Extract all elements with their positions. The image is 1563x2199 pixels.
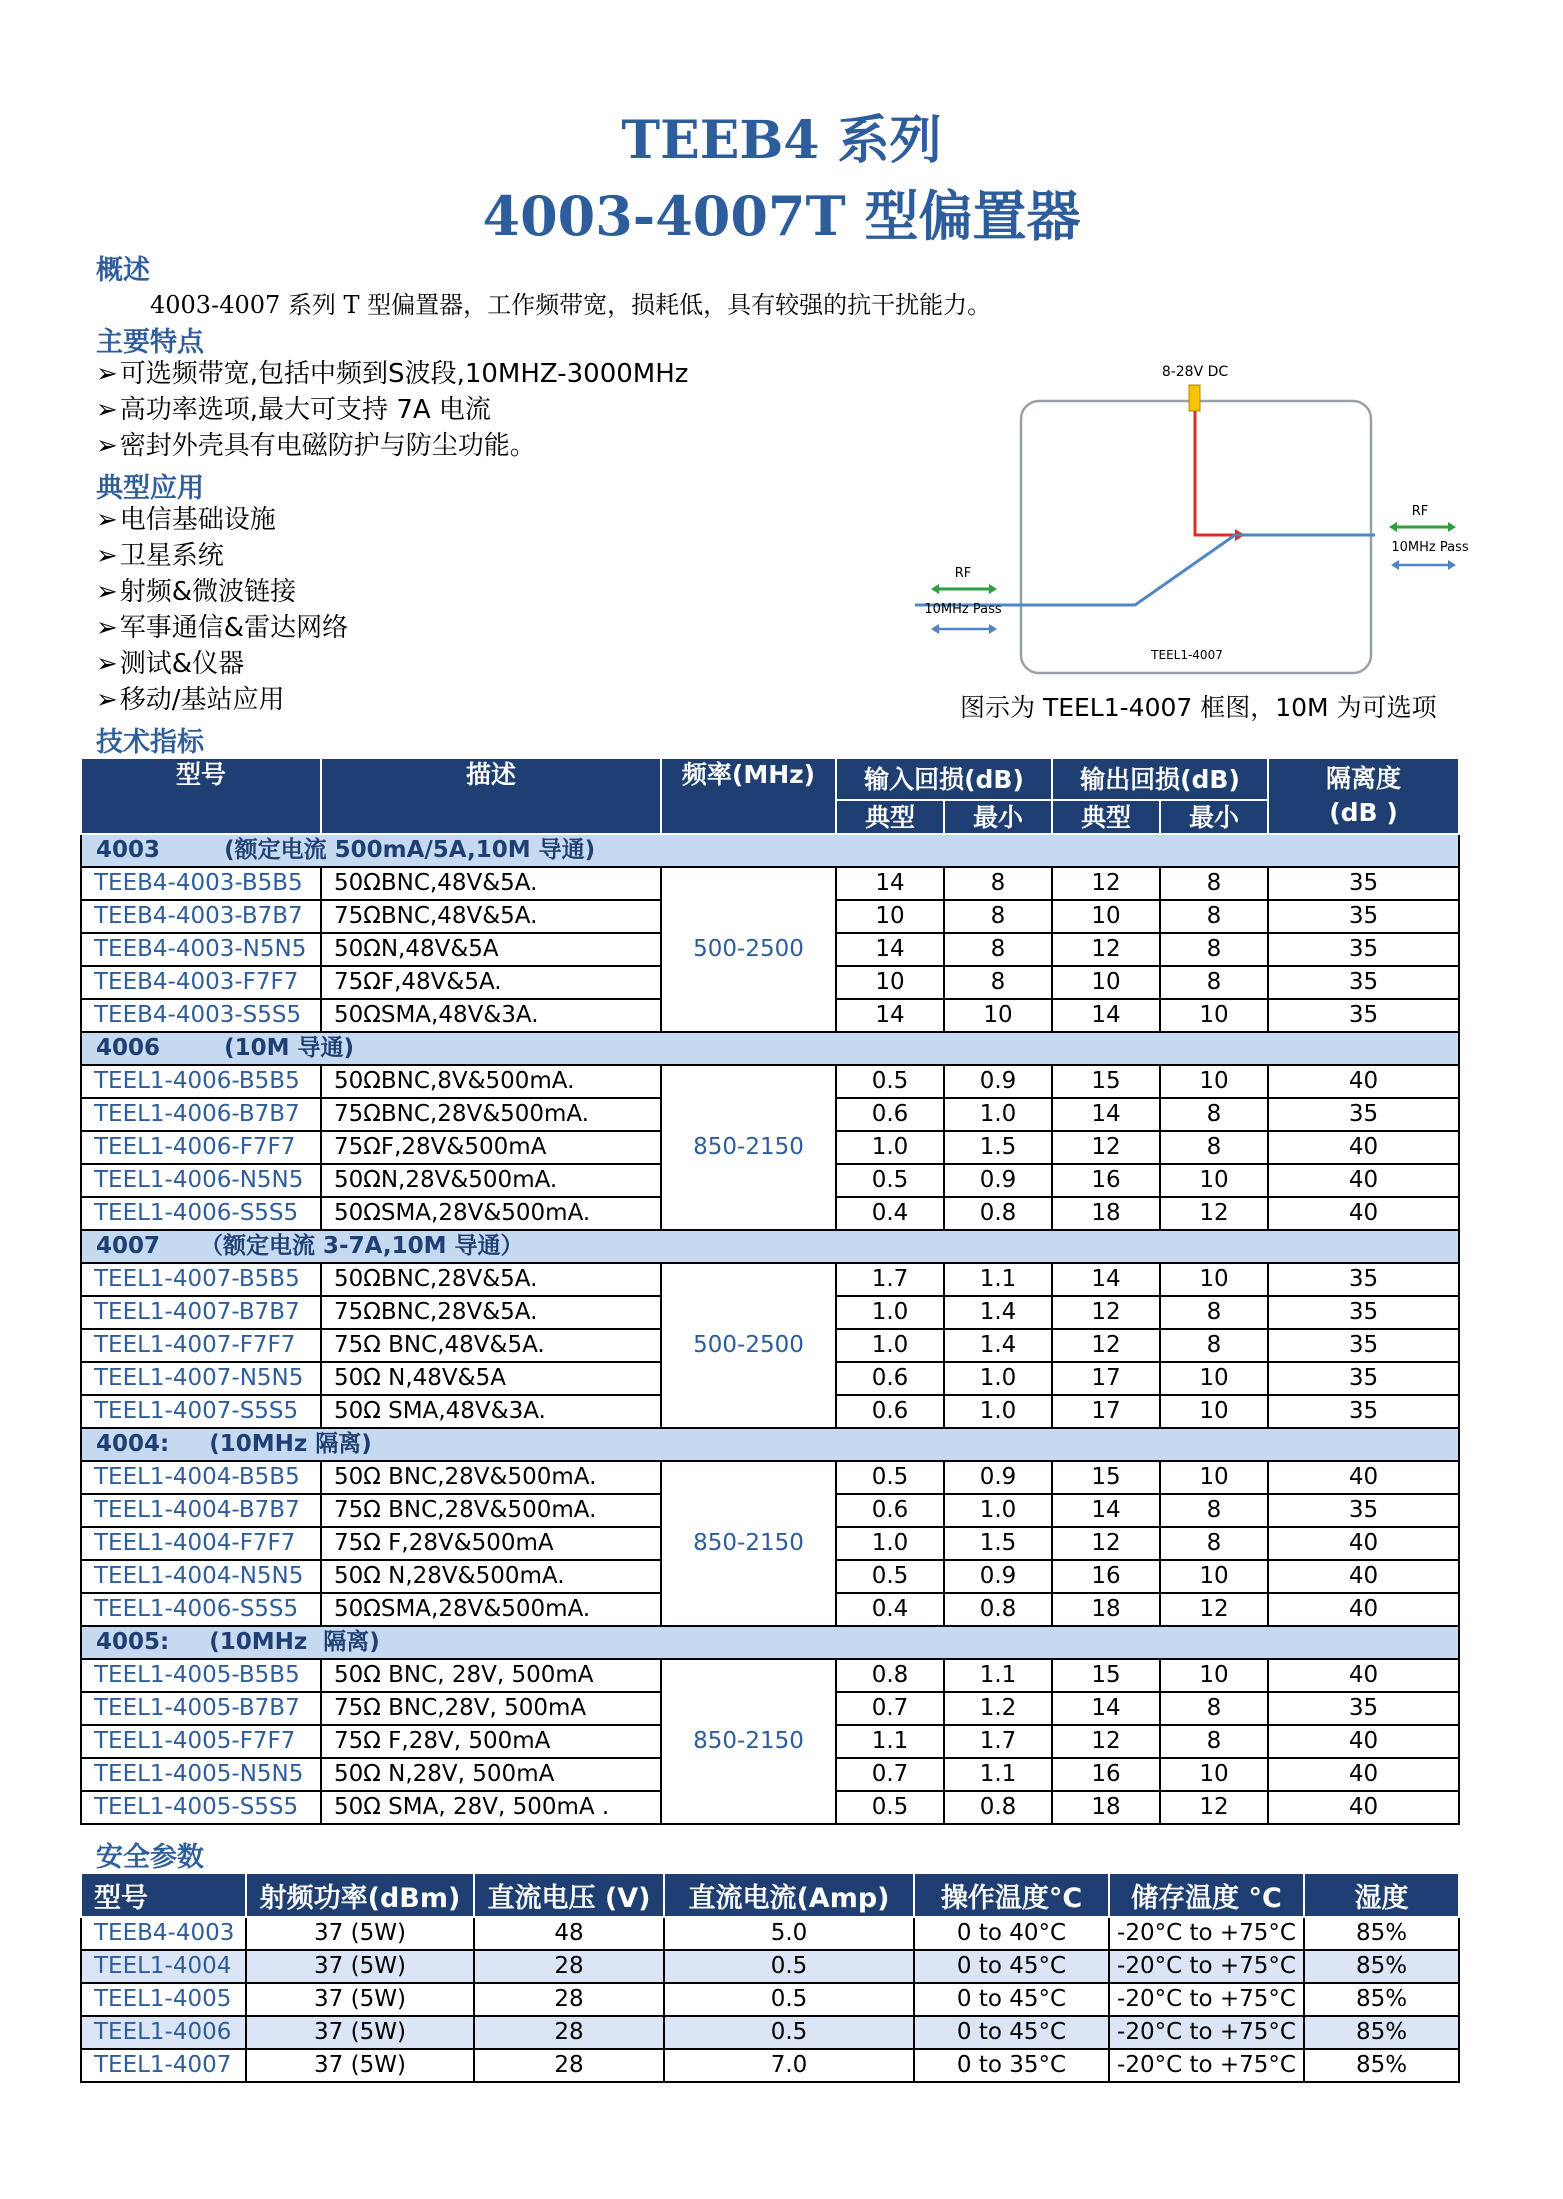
output-typ-cell: 12 (1052, 1329, 1160, 1362)
output-min-cell: 8 (1160, 1329, 1268, 1362)
col-in-min: 最小 (944, 800, 1052, 834)
model-cell: TEEL1-4004-B7B7 (81, 1494, 321, 1527)
model-cell: TEEB4-4003-B5B5 (81, 867, 321, 900)
desc-cell: 50ΩN,28V&500mA. (321, 1164, 661, 1197)
col-desc: 描述 (321, 758, 661, 834)
isolation-cell: 35 (1268, 999, 1459, 1032)
isolation-cell: 40 (1268, 1725, 1459, 1758)
value-cell: 0 to 45°C (914, 1950, 1109, 1983)
value-cell: -20°C to +75°C (1109, 2049, 1304, 2082)
value-cell: 85% (1304, 1950, 1459, 1983)
safety-col-header: 射频功率(dBm) (246, 1873, 474, 1917)
input-typ-cell: 1.7 (836, 1263, 944, 1296)
value-cell: -20°C to +75°C (1109, 2016, 1304, 2049)
value-cell: -20°C to +75°C (1109, 1917, 1304, 1950)
input-typ-cell: 1.0 (836, 1131, 944, 1164)
table-row (81, 2016, 1459, 2049)
input-min-cell: 8 (944, 933, 1052, 966)
value-cell: 28 (474, 2049, 664, 2082)
safety-table (80, 1872, 1460, 2083)
group-row (81, 1428, 1459, 1461)
rf-left-label: RF (954, 566, 972, 581)
input-typ-cell: 0.5 (836, 1164, 944, 1197)
isolation-cell: 35 (1268, 966, 1459, 999)
group-label: 4003 (额定电流 500mA/5A,10M 导通) (81, 834, 1459, 867)
input-min-cell: 1.1 (944, 1758, 1052, 1791)
features-list (96, 356, 688, 464)
desc-cell: 50Ω BNC,28V&500mA. (321, 1461, 661, 1494)
output-min-cell: 8 (1160, 1692, 1268, 1725)
isolation-cell: 35 (1268, 900, 1459, 933)
output-min-cell: 10 (1160, 1758, 1268, 1791)
safety-col-header: 湿度 (1304, 1873, 1459, 1917)
output-typ-cell: 17 (1052, 1362, 1160, 1395)
model-cell: TEEB4-4003 (81, 1917, 246, 1950)
group-label: 4006 (10M 导通) (81, 1032, 1459, 1065)
model-cell: TEEL1-4007-F7F7 (81, 1329, 321, 1362)
model-cell: TEEL1-4007-B7B7 (81, 1296, 321, 1329)
output-typ-cell: 12 (1052, 1527, 1160, 1560)
col-freq: 频率(MHz) (661, 758, 836, 834)
input-min-cell: 1.1 (944, 1263, 1052, 1296)
desc-cell: 50Ω BNC, 28V, 500mA (321, 1659, 661, 1692)
block-diagram (905, 355, 1505, 685)
rf-right-label: RF (1411, 504, 1429, 519)
input-typ-cell: 10 (836, 900, 944, 933)
isolation-label: 隔离度 (1325, 764, 1401, 793)
model-cell: TEEL1-4004-N5N5 (81, 1560, 321, 1593)
desc-cell: 50ΩSMA,48V&3A. (321, 999, 661, 1032)
isolation-cell: 40 (1268, 1758, 1459, 1791)
output-typ-cell: 16 (1052, 1164, 1160, 1197)
output-typ-cell: 16 (1052, 1758, 1160, 1791)
col-model: 型号 (81, 758, 321, 834)
dc-label: 8-28V DC (1161, 364, 1229, 380)
input-min-cell: 1.0 (944, 1395, 1052, 1428)
arrow-head-icon (1448, 522, 1456, 532)
isolation-cell: 35 (1268, 1395, 1459, 1428)
output-typ-cell: 15 (1052, 1659, 1160, 1692)
arrow-head-icon (989, 584, 997, 594)
desc-cell: 50ΩBNC,8V&500mA. (321, 1065, 661, 1098)
value-cell: 0 to 45°C (914, 1983, 1109, 2016)
input-typ-cell: 1.0 (836, 1527, 944, 1560)
input-min-cell: 1.1 (944, 1659, 1052, 1692)
value-cell: 0.5 (664, 1950, 914, 1983)
output-min-cell: 12 (1160, 1593, 1268, 1626)
output-typ-cell: 12 (1052, 1725, 1160, 1758)
value-cell: 28 (474, 1983, 664, 2016)
output-min-cell: 12 (1160, 1197, 1268, 1230)
input-min-cell: 1.7 (944, 1725, 1052, 1758)
input-min-cell: 1.0 (944, 1098, 1052, 1131)
desc-cell: 75Ω F,28V, 500mA (321, 1725, 661, 1758)
value-cell: -20°C to +75°C (1109, 1983, 1304, 2016)
input-typ-cell: 0.6 (836, 1395, 944, 1428)
output-typ-cell: 16 (1052, 1560, 1160, 1593)
output-min-cell: 8 (1160, 966, 1268, 999)
safety-col-header: 型号 (81, 1873, 246, 1917)
model-cell: TEEL1-4006-F7F7 (81, 1131, 321, 1164)
overview-heading: 概述 (96, 255, 150, 286)
desc-cell: 50Ω N,28V&500mA. (321, 1560, 661, 1593)
model-cell: TEEL1-4006-S5S5 (81, 1593, 321, 1626)
isolation-cell: 35 (1268, 1098, 1459, 1131)
model-cell: TEEB4-4003-N5N5 (81, 933, 321, 966)
isolation-cell: 40 (1268, 1131, 1459, 1164)
freq-cell: 850-2150 (661, 1065, 836, 1230)
input-typ-cell: 0.5 (836, 1560, 944, 1593)
value-cell: -20°C to +75°C (1109, 1950, 1304, 1983)
feature-item: ➢ 密封外壳具有电磁防护与防尘功能。 (96, 428, 688, 464)
input-typ-cell: 0.7 (836, 1692, 944, 1725)
input-min-cell: 0.9 (944, 1461, 1052, 1494)
value-cell: 37 (5W) (246, 1983, 474, 2016)
col-input-rl: 输入回损(dB) (836, 758, 1052, 800)
group-row (81, 1032, 1459, 1065)
input-min-cell: 1.4 (944, 1296, 1052, 1329)
input-min-cell: 8 (944, 900, 1052, 933)
desc-cell: 50Ω SMA, 28V, 500mA . (321, 1791, 661, 1824)
desc-cell: 75ΩF,28V&500mA (321, 1131, 661, 1164)
table-row (81, 867, 1459, 900)
output-min-cell: 8 (1160, 900, 1268, 933)
pass-right-label: 10MHz Pass (1391, 540, 1469, 555)
group-row (81, 834, 1459, 867)
input-min-cell: 1.0 (944, 1494, 1052, 1527)
input-min-cell: 10 (944, 999, 1052, 1032)
isolation-cell: 40 (1268, 1791, 1459, 1824)
model-cell: TEEL1-4006-S5S5 (81, 1197, 321, 1230)
model-cell: TEEL1-4005-S5S5 (81, 1791, 321, 1824)
output-min-cell: 10 (1160, 1560, 1268, 1593)
value-cell: 37 (5W) (246, 1950, 474, 1983)
col-output-rl: 输出回损(dB) (1052, 758, 1268, 800)
output-typ-cell: 12 (1052, 1296, 1160, 1329)
output-typ-cell: 15 (1052, 1461, 1160, 1494)
model-cell: TEEB4-4003-S5S5 (81, 999, 321, 1032)
isolation-cell: 40 (1268, 1164, 1459, 1197)
output-typ-cell: 15 (1052, 1065, 1160, 1098)
output-min-cell: 10 (1160, 1164, 1268, 1197)
value-cell: 37 (5W) (246, 2049, 474, 2082)
col-in-typ: 典型 (836, 800, 944, 834)
desc-cell: 50Ω SMA,48V&3A. (321, 1395, 661, 1428)
features-heading: 主要特点 (96, 327, 204, 358)
group-label: 4005: (10MHz 隔离) (81, 1626, 1459, 1659)
table-row (81, 1263, 1459, 1296)
input-typ-cell: 1.0 (836, 1296, 944, 1329)
desc-cell: 75Ω F,28V&500mA (321, 1527, 661, 1560)
freq-cell: 850-2150 (661, 1659, 836, 1824)
input-typ-cell: 1.1 (836, 1725, 944, 1758)
group-row (81, 1626, 1459, 1659)
isolation-cell: 40 (1268, 1197, 1459, 1230)
isolation-cell: 35 (1268, 1494, 1459, 1527)
desc-cell: 75ΩBNC,28V&500mA. (321, 1098, 661, 1131)
model-cell: TEEL1-4005-B7B7 (81, 1692, 321, 1725)
value-cell: 0.5 (664, 2016, 914, 2049)
output-min-cell: 8 (1160, 1131, 1268, 1164)
desc-cell: 50ΩSMA,28V&500mA. (321, 1197, 661, 1230)
applications-list (96, 502, 348, 718)
value-cell: 0 to 35°C (914, 2049, 1109, 2082)
application-item: ➢ 卫星系统 (96, 538, 348, 574)
model-cell: TEEL1-4005-B5B5 (81, 1659, 321, 1692)
input-min-cell: 1.4 (944, 1329, 1052, 1362)
input-typ-cell: 14 (836, 933, 944, 966)
input-typ-cell: 14 (836, 999, 944, 1032)
isolation-cell: 35 (1268, 1692, 1459, 1725)
group-label: 4004: (10MHz 隔离) (81, 1428, 1459, 1461)
output-typ-cell: 14 (1052, 1692, 1160, 1725)
model-cell: TEEL1-4004-F7F7 (81, 1527, 321, 1560)
isolation-cell: 35 (1268, 1296, 1459, 1329)
output-typ-cell: 14 (1052, 1098, 1160, 1131)
value-cell: 85% (1304, 1917, 1459, 1950)
freq-cell: 850-2150 (661, 1461, 836, 1626)
output-typ-cell: 18 (1052, 1593, 1160, 1626)
input-min-cell: 0.8 (944, 1791, 1052, 1824)
desc-cell: 75ΩF,48V&5A. (321, 966, 661, 999)
dc-connector (1189, 385, 1200, 411)
value-cell: 28 (474, 1950, 664, 1983)
value-cell: 0.5 (664, 1983, 914, 2016)
pass-left-label: 10MHz Pass (924, 602, 1002, 617)
input-min-cell: 1.2 (944, 1692, 1052, 1725)
output-typ-cell: 10 (1052, 900, 1160, 933)
input-min-cell: 1.5 (944, 1131, 1052, 1164)
arrow-head-icon (1448, 560, 1456, 570)
freq-cell: 500-2500 (661, 1263, 836, 1428)
application-item: ➢ 射频&微波链接 (96, 574, 348, 610)
output-typ-cell: 12 (1052, 933, 1160, 966)
desc-cell: 75Ω BNC,28V&500mA. (321, 1494, 661, 1527)
output-min-cell: 8 (1160, 867, 1268, 900)
isolation-cell: 40 (1268, 1461, 1459, 1494)
desc-cell: 50ΩBNC,48V&5A. (321, 867, 661, 900)
value-cell: 48 (474, 1917, 664, 1950)
model-cell: TEEL1-4007-S5S5 (81, 1395, 321, 1428)
group-row (81, 1230, 1459, 1263)
isolation-cell: 35 (1268, 867, 1459, 900)
col-out-typ: 典型 (1052, 800, 1160, 834)
output-typ-cell: 12 (1052, 1131, 1160, 1164)
input-min-cell: 0.9 (944, 1164, 1052, 1197)
output-min-cell: 8 (1160, 1494, 1268, 1527)
model-cell: TEEB4-4003-B7B7 (81, 900, 321, 933)
input-typ-cell: 0.5 (836, 1791, 944, 1824)
table-row (81, 1950, 1459, 1983)
value-cell: 0 to 40°C (914, 1917, 1109, 1950)
output-min-cell: 10 (1160, 1395, 1268, 1428)
output-min-cell: 10 (1160, 1065, 1268, 1098)
input-typ-cell: 0.4 (836, 1593, 944, 1626)
value-cell: 5.0 (664, 1917, 914, 1950)
table-row (81, 1659, 1459, 1692)
input-typ-cell: 0.6 (836, 1494, 944, 1527)
output-min-cell: 8 (1160, 1725, 1268, 1758)
value-cell: 85% (1304, 1983, 1459, 2016)
output-min-cell: 12 (1160, 1791, 1268, 1824)
desc-cell: 75ΩBNC,48V&5A. (321, 900, 661, 933)
output-min-cell: 8 (1160, 933, 1268, 966)
isolation-cell: 40 (1268, 1593, 1459, 1626)
model-cell: TEEL1-4007-N5N5 (81, 1362, 321, 1395)
model-cell: TEEB4-4003-F7F7 (81, 966, 321, 999)
input-typ-cell: 0.5 (836, 1461, 944, 1494)
input-typ-cell: 1.0 (836, 1329, 944, 1362)
desc-cell: 50Ω N,48V&5A (321, 1362, 661, 1395)
output-min-cell: 10 (1160, 1263, 1268, 1296)
output-min-cell: 10 (1160, 1362, 1268, 1395)
isolation-cell: 40 (1268, 1527, 1459, 1560)
value-cell: 0 to 45°C (914, 2016, 1109, 2049)
arrow-head-icon (1391, 560, 1399, 570)
input-min-cell: 0.8 (944, 1197, 1052, 1230)
model-cell: TEEL1-4004-B5B5 (81, 1461, 321, 1494)
isolation-cell: 35 (1268, 1263, 1459, 1296)
application-item: ➢ 军事通信&雷达网络 (96, 610, 348, 646)
value-cell: 7.0 (664, 2049, 914, 2082)
output-typ-cell: 17 (1052, 1395, 1160, 1428)
isolation-cell: 40 (1268, 1659, 1459, 1692)
output-typ-cell: 14 (1052, 1494, 1160, 1527)
safety-col-header: 直流电流(Amp) (664, 1873, 914, 1917)
diagram-caption: 图示为 TEEL1-4007 框图，10M 为可选项 (960, 693, 1437, 722)
spec-table (80, 757, 1460, 1825)
model-cell: TEEL1-4006-B7B7 (81, 1098, 321, 1131)
safety-col-header: 操作温度°C (914, 1873, 1109, 1917)
output-typ-cell: 14 (1052, 999, 1160, 1032)
isolation-cell: 40 (1268, 1560, 1459, 1593)
model-cell: TEEL1-4005-F7F7 (81, 1725, 321, 1758)
model-cell: TEEL1-4006-N5N5 (81, 1164, 321, 1197)
application-item: ➢ 移动/基站应用 (96, 682, 348, 718)
output-min-cell: 10 (1160, 1461, 1268, 1494)
feature-item: ➢ 可选频带宽,包括中频到S波段,10MHZ-3000MHz (96, 356, 688, 392)
output-min-cell: 10 (1160, 1659, 1268, 1692)
output-typ-cell: 18 (1052, 1197, 1160, 1230)
table-row (81, 1983, 1459, 2016)
input-min-cell: 8 (944, 966, 1052, 999)
input-min-cell: 0.9 (944, 1065, 1052, 1098)
table-row (81, 2049, 1459, 2082)
desc-cell: 75Ω BNC,48V&5A. (321, 1329, 661, 1362)
input-min-cell: 1.5 (944, 1527, 1052, 1560)
model-cell: TEEL1-4005-N5N5 (81, 1758, 321, 1791)
arrow-head-icon (989, 624, 997, 634)
input-typ-cell: 14 (836, 867, 944, 900)
desc-cell: 50ΩN,48V&5A (321, 933, 661, 966)
input-typ-cell: 0.6 (836, 1362, 944, 1395)
input-min-cell: 8 (944, 867, 1052, 900)
output-min-cell: 8 (1160, 1098, 1268, 1131)
model-cell: TEEL1-4007-B5B5 (81, 1263, 321, 1296)
desc-cell: 50ΩSMA,28V&500mA. (321, 1593, 661, 1626)
table-row (81, 1461, 1459, 1494)
diagram-model-label: TEEL1-4007 (1151, 648, 1223, 662)
desc-cell: 75Ω BNC,28V, 500mA (321, 1692, 661, 1725)
model-cell: TEEL1-4006 (81, 2016, 246, 2049)
input-typ-cell: 0.7 (836, 1758, 944, 1791)
value-cell: 37 (5W) (246, 2016, 474, 2049)
isolation-cell: 35 (1268, 933, 1459, 966)
isolation-cell: 35 (1268, 1362, 1459, 1395)
desc-cell: 75ΩBNC,28V&5A. (321, 1296, 661, 1329)
input-typ-cell: 10 (836, 966, 944, 999)
safety-col-header: 直流电压 (V) (474, 1873, 664, 1917)
freq-cell: 500-2500 (661, 867, 836, 1032)
value-cell: 37 (5W) (246, 1917, 474, 1950)
model-cell: TEEL1-4007 (81, 2049, 246, 2082)
input-min-cell: 0.8 (944, 1593, 1052, 1626)
desc-cell: 50Ω N,28V, 500mA (321, 1758, 661, 1791)
arrow-head-icon (1389, 522, 1397, 532)
table-row (81, 1917, 1459, 1950)
input-typ-cell: 0.5 (836, 1065, 944, 1098)
isolation-cell: 35 (1268, 1329, 1459, 1362)
spec-heading: 技术指标 (96, 727, 204, 758)
output-typ-cell: 14 (1052, 1263, 1160, 1296)
input-min-cell: 0.9 (944, 1560, 1052, 1593)
group-label: 4007 （额定电流 3-7A,10M 导通） (81, 1230, 1459, 1263)
arrow-head-icon (931, 624, 939, 634)
output-typ-cell: 18 (1052, 1791, 1160, 1824)
application-item: ➢ 电信基础设施 (96, 502, 348, 538)
input-typ-cell: 0.6 (836, 1098, 944, 1131)
output-min-cell: 8 (1160, 1296, 1268, 1329)
value-cell: 85% (1304, 2049, 1459, 2082)
col-isolation (1268, 758, 1459, 834)
page-subtitle: 4003-4007T 型偏置器 (482, 184, 1081, 248)
feature-item: ➢ 高功率选项,最大可支持 7A 电流 (96, 392, 688, 428)
input-typ-cell: 0.8 (836, 1659, 944, 1692)
isolation-cell: 40 (1268, 1065, 1459, 1098)
page-title: TEEB4 系列 (621, 110, 942, 171)
safety-col-header: 储存温度 °C (1109, 1873, 1304, 1917)
isolation-unit: (dB ) (1329, 798, 1398, 827)
overview-text: 4003-4007 系列 T 型偏置器，工作频带宽，损耗低，具有较强的抗干扰能力。 (150, 291, 992, 319)
value-cell: 85% (1304, 2016, 1459, 2049)
arrow-head-icon (931, 584, 939, 594)
model-cell: TEEL1-4004 (81, 1950, 246, 1983)
value-cell: 28 (474, 2016, 664, 2049)
model-cell: TEEL1-4006-B5B5 (81, 1065, 321, 1098)
table-row (81, 1065, 1459, 1098)
output-typ-cell: 12 (1052, 867, 1160, 900)
output-typ-cell: 10 (1052, 966, 1160, 999)
safety-heading: 安全参数 (96, 1842, 204, 1873)
input-typ-cell: 0.4 (836, 1197, 944, 1230)
applications-heading: 典型应用 (96, 473, 204, 504)
col-out-min: 最小 (1160, 800, 1268, 834)
output-min-cell: 10 (1160, 999, 1268, 1032)
application-item: ➢ 测试&仪器 (96, 646, 348, 682)
input-min-cell: 1.0 (944, 1362, 1052, 1395)
model-cell: TEEL1-4005 (81, 1983, 246, 2016)
desc-cell: 50ΩBNC,28V&5A. (321, 1263, 661, 1296)
output-min-cell: 8 (1160, 1527, 1268, 1560)
